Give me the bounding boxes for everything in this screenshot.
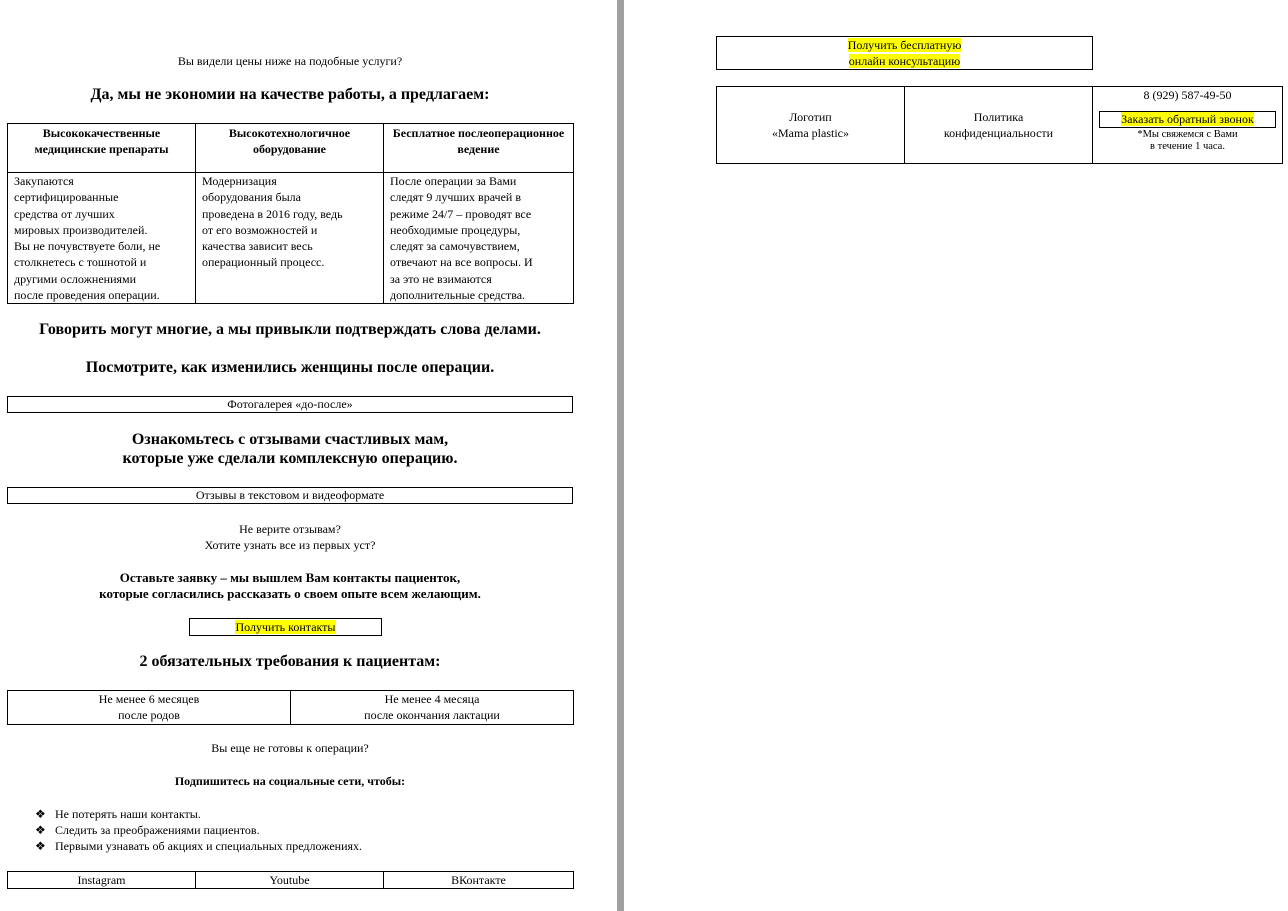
feature-text-line: Вы не почувствуете боли, не [14, 239, 161, 254]
feature-text-line: средства от лучших [14, 206, 115, 221]
bullet-text: Следить за преображениями пациентов. [55, 823, 260, 837]
footer-logo [717, 87, 905, 164]
bullet-item [35, 822, 575, 838]
phone-number[interactable]: 8 (929) 587-49-50 [1143, 88, 1232, 102]
callback-label: Заказать обратный звонок [1121, 112, 1254, 126]
social-link-instagram[interactable]: Instagram [8, 872, 196, 889]
feature-text-line: После операции за Вами [390, 174, 517, 188]
feature-text-line: после проведения операции. [14, 288, 160, 303]
left-page [0, 0, 617, 911]
footer-table [716, 86, 1283, 164]
feature-text-line: следят за самочувствием, [390, 239, 520, 254]
bullet-text: Не потерять наши контакты. [55, 807, 201, 821]
feature-text-line: проведена в 2016 году, ведь [202, 206, 343, 221]
heading-reviews [7, 430, 573, 468]
doubt-line: Не верите отзывам? [239, 522, 341, 536]
logo-line: «Mama plastic» [772, 126, 849, 140]
policy-line: Политика [973, 109, 1024, 124]
heading-look: Посмотрите, как изменились женщины после операции. [85, 359, 495, 376]
page-divider [617, 0, 624, 911]
feature-cell-equipment [196, 173, 384, 304]
callback-note-line: в течение 1 часа. [1150, 141, 1225, 152]
callback-note [1099, 129, 1276, 153]
footer-privacy-policy[interactable] [905, 87, 1093, 164]
requirement-line: Не менее 6 месяцев [98, 692, 200, 706]
consultation-label-line: онлайн консультацию [848, 54, 961, 68]
requirement-postpartum [8, 691, 291, 725]
social-link-vkontakte[interactable]: ВКонтакте [384, 872, 574, 889]
footer-contacts [1093, 87, 1283, 164]
requirement-lactation [291, 691, 574, 725]
features-table [7, 123, 574, 304]
subscribe-bullet-list [35, 806, 575, 854]
feature-text-line: качества зависит весь [202, 239, 313, 254]
requirement-line: после окончания лактации [364, 708, 500, 723]
policy-line: конфиденциальности [943, 126, 1054, 140]
feature-text-line: другими осложнениями [14, 271, 137, 286]
consultation-label-line: Получить бесплатную [847, 38, 962, 52]
heading-reviews-line: Ознакомьтесь с отзывами счастливых мам, [131, 431, 449, 448]
feature-header-medicines: Высококачественные медицинские препараты [8, 124, 196, 173]
right-page [624, 0, 1288, 911]
doubt-line: Хотите узнать все из первых уст? [204, 538, 376, 552]
feature-header-aftercare: Бесплатное послеоперационное ведение [384, 124, 574, 173]
feature-text-line: Закупаются [14, 174, 74, 188]
heading-offer: Да, мы не экономии на качестве работы, а предлагаем: [90, 86, 490, 103]
feature-text-line: дополнительные средства. [390, 288, 526, 303]
feature-text-line: режиме 24/7 – проводят все [390, 206, 532, 221]
feature-text-line: Модернизация [202, 174, 277, 188]
feature-cell-aftercare [384, 173, 574, 304]
feature-text-line: отвечают на все вопросы. И [390, 255, 533, 270]
gallery-link[interactable]: Фотогалерея «до-после» [7, 396, 573, 413]
free-consultation-button[interactable] [716, 36, 1093, 70]
get-contacts-button[interactable] [189, 618, 382, 636]
feature-text-line: за это не взимаются [390, 271, 492, 286]
requirements-table [7, 690, 574, 725]
question-prices: Вы видели цены ниже на подобные услуги? [177, 54, 403, 68]
diamond-bullet-icon: ❖ [35, 839, 46, 853]
requirement-line: после родов [118, 708, 180, 723]
logo-line: Логотип [789, 109, 832, 124]
feature-text-line: столкнетесь с тошнотой и [14, 255, 147, 270]
not-ready-text: Вы еще не готовы к операции? [211, 741, 369, 755]
feature-text-line: оборудования была [202, 190, 301, 205]
social-links-table [7, 871, 574, 889]
feature-text-line: от его возможностей и [202, 222, 318, 237]
feature-text-line: сертифицированные [14, 190, 119, 205]
doubt-text [7, 521, 573, 553]
feature-text-line: следят 9 лучших врачей в [390, 190, 521, 205]
request-line: которые согласились рассказать о своем опыте всем желающим. [99, 586, 481, 601]
bullet-text: Первыми узнавать об акциях и специальных предложениях. [55, 839, 363, 853]
social-link-youtube[interactable]: Youtube [196, 872, 384, 889]
request-text [7, 570, 573, 602]
request-line: Оставьте заявку – мы вышлем Вам контакты пациенток, [119, 570, 461, 585]
feature-text-line: мировых производителей. [14, 222, 148, 237]
feature-cell-medicines [8, 173, 196, 304]
diamond-bullet-icon: ❖ [35, 823, 46, 837]
get-contacts-label: Получить контакты [235, 620, 336, 634]
feature-text-line: операционный процесс. [202, 255, 325, 270]
feature-text-line: необходимые процедуры, [390, 222, 521, 237]
subscribe-heading: Подпишитесь на социальные сети, чтобы: [174, 774, 406, 788]
callback-button[interactable] [1099, 111, 1276, 128]
heading-reviews-line: которые уже сделали комплексную операцию. [122, 450, 458, 467]
bullet-item [35, 806, 575, 822]
reviews-link[interactable]: Отзывы в текстовом и видеоформате [7, 487, 573, 504]
requirement-line: Не менее 4 месяца [384, 692, 480, 706]
bullet-item [35, 838, 575, 854]
heading-proof: Говорить могут многие, а мы привыкли подтверждать слова делами. [39, 321, 541, 338]
callback-note-line: *Мы свяжемся с Вами [1137, 129, 1238, 140]
diamond-bullet-icon: ❖ [35, 807, 46, 821]
feature-header-equipment: Высокотехнологичное оборудование [196, 124, 384, 173]
heading-requirements: 2 обязательных требования к пациентам: [139, 653, 441, 670]
